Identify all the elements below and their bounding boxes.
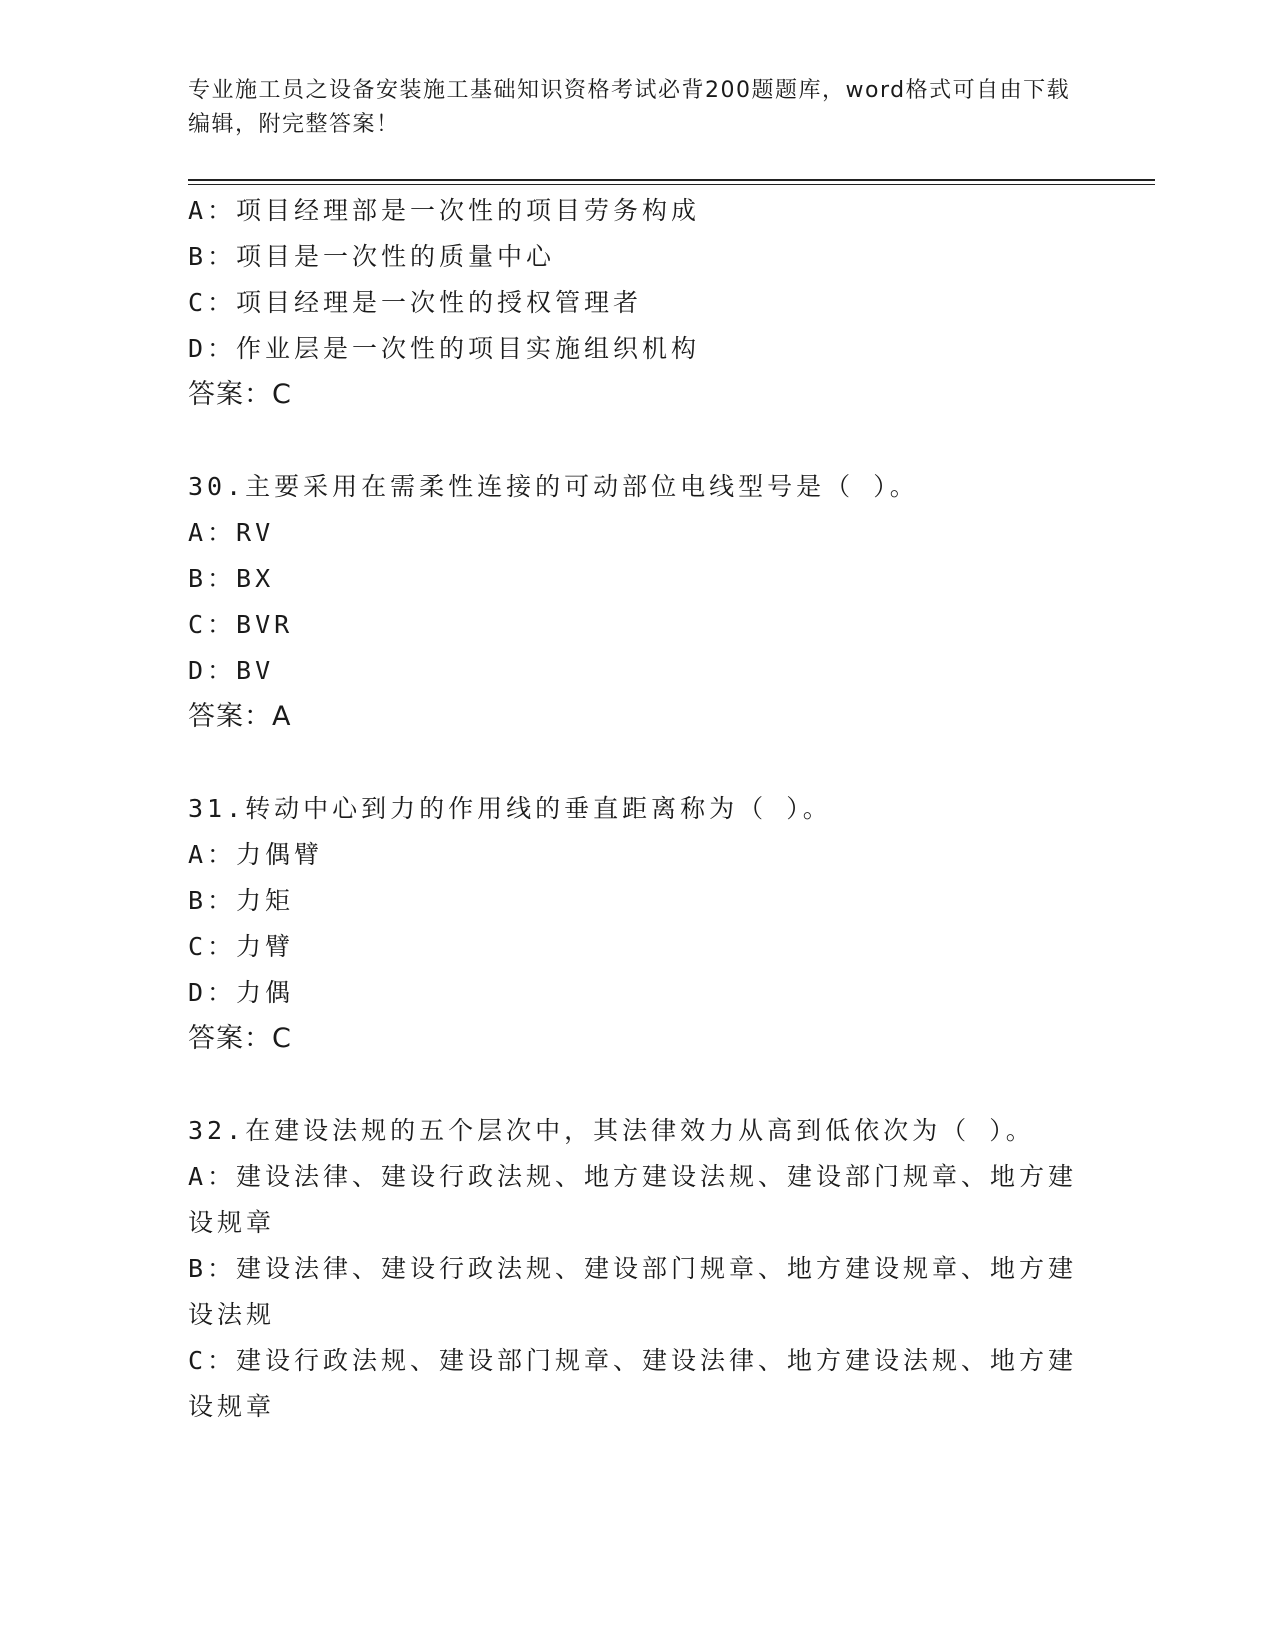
answer: 答案：C: [188, 1023, 292, 1054]
option-d: D：力偶: [188, 978, 295, 1007]
option-b: B：BX: [188, 564, 275, 593]
question-29-tail: [188, 188, 1088, 418]
answer: 答案：C: [188, 379, 292, 410]
option-b: B：建设法律、建设行政法规、建设部门规章、地方建设规章、地方建设法规: [188, 1254, 1078, 1329]
question-content: [188, 188, 1088, 1476]
option-c: C：力臂: [188, 932, 295, 961]
option-d: D：BV: [188, 656, 275, 685]
option-c: C：BVR: [188, 610, 294, 639]
question-30: [188, 464, 1088, 740]
question-title: 30.主要采用在需柔性连接的可动部位电线型号是（ ）。: [188, 472, 919, 501]
document-header: [188, 74, 1078, 142]
question-31: [188, 786, 1088, 1062]
question-title: 32.在建设法规的五个层次中，其法律效力从高到低依次为（ ）。: [188, 1116, 1035, 1145]
option-a: A：项目经理部是一次性的项目劳务构成: [188, 196, 701, 225]
option-a: A：力偶臂: [188, 840, 324, 869]
option-a: A：RV: [188, 518, 275, 547]
option-c: C：建设行政法规、建设部门规章、建设法律、地方建设法规、地方建设规章: [188, 1346, 1078, 1421]
option-d: D：作业层是一次性的项目实施组织机构: [188, 334, 701, 363]
option-b: B：项目是一次性的质量中心: [188, 242, 556, 271]
question-title: 31.转动中心到力的作用线的垂直距离称为（ ）。: [188, 794, 832, 823]
option-b: B：力矩: [188, 886, 295, 915]
answer: 答案：A: [188, 701, 292, 732]
option-c: C：项目经理是一次性的授权管理者: [188, 288, 643, 317]
question-32: [188, 1108, 1088, 1430]
header-divider-thick: [188, 179, 1155, 181]
header-text: 专业施工员之设备安装施工基础知识资格考试必背200题题库，word格式可自由下载编辑，附完整答案！: [188, 78, 1071, 137]
option-a: A：建设法律、建设行政法规、地方建设法规、建设部门规章、地方建设规章: [188, 1162, 1078, 1237]
header-divider-thin: [188, 184, 1155, 185]
